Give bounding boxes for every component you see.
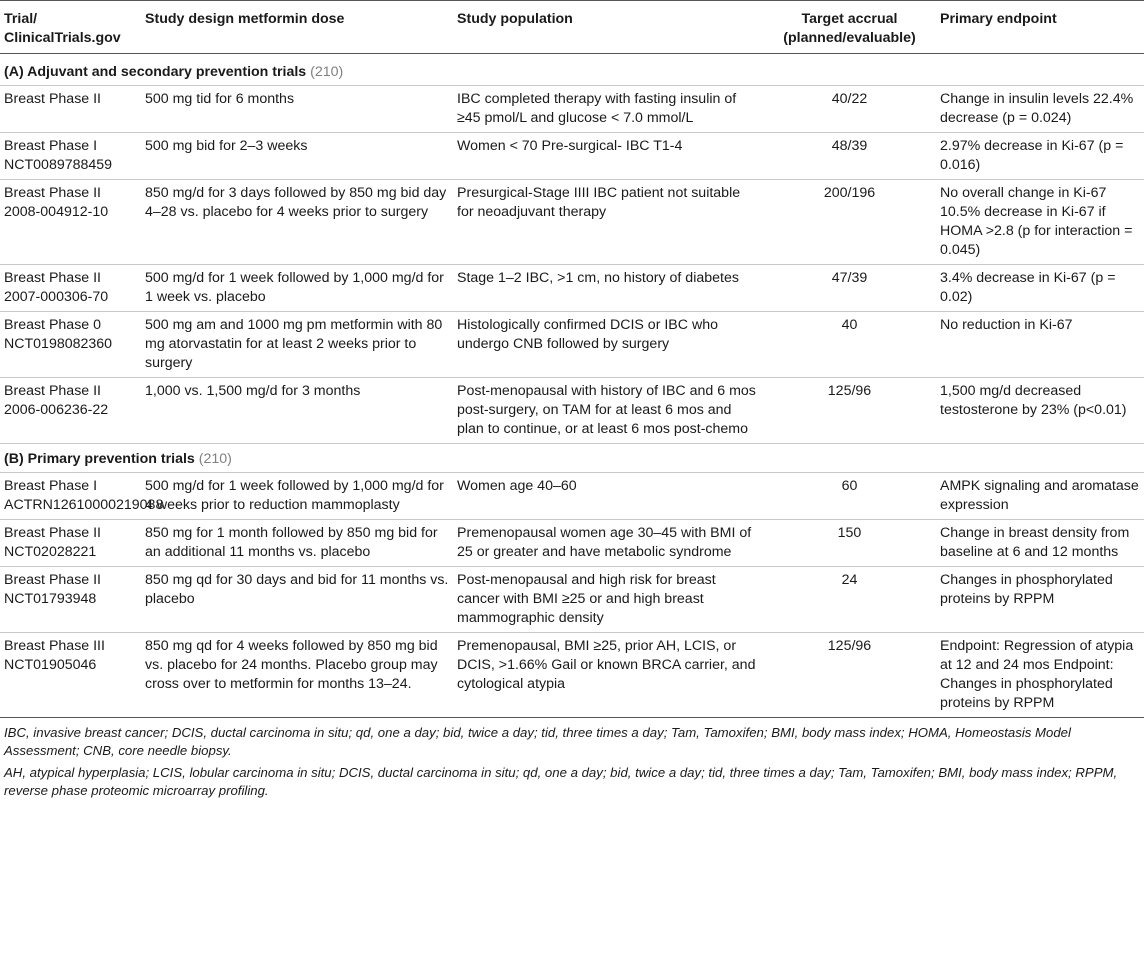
- cell-design: 850 mg for 1 month followed by 850 mg bid for an additional 11 months vs. placebo: [141, 520, 453, 567]
- footnote-a: IBC, invasive breast cancer; DCIS, ductal carcinoma in situ; qd, one a day; bid, twice a day; tid, three times a day; Tam, Tamoxifen; BMI, body mass index; HOMA, Homeostasis Model Assessment; CNB, core needle biopsy.: [4, 725, 1071, 758]
- cell-population: Women < 70 Pre-surgical- IBC T1-4: [453, 133, 763, 180]
- cell-population: Post-menopausal and high risk for breast cancer with BMI ≥25 or and high breast mammographic density: [453, 567, 763, 633]
- table-row: [0, 86, 1144, 133]
- cell-design: 500 mg bid for 2–3 weeks: [141, 133, 453, 180]
- cell-accrual: 150: [763, 520, 936, 567]
- cell-trial: Breast Phase II 2007-000306-70: [0, 265, 141, 312]
- header-endpoint: Primary endpoint: [936, 1, 1144, 54]
- table-row: [0, 520, 1144, 567]
- cell-accrual: 48/39: [763, 133, 936, 180]
- cell-design: 850 mg qd for 30 days and bid for 11 months vs. placebo: [141, 567, 453, 633]
- cell-accrual: 40: [763, 312, 936, 378]
- cell-endpoint: Changes in phosphorylated proteins by RPPM: [936, 567, 1144, 633]
- cell-population: Histologically confirmed DCIS or IBC who undergo CNB followed by surgery: [453, 312, 763, 378]
- cell-population: Presurgical-Stage IIII IBC patient not suitable for neoadjuvant therapy: [453, 180, 763, 265]
- header-population: Study population: [453, 1, 763, 54]
- table-row: [0, 133, 1144, 180]
- cell-accrual: 40/22: [763, 86, 936, 133]
- cell-trial: Breast Phase II: [0, 86, 141, 133]
- table-row: [0, 567, 1144, 633]
- cell-design: 1,000 vs. 1,500 mg/d for 3 months: [141, 378, 453, 444]
- cell-population: IBC completed therapy with fasting insulin of ≥45 pmol/L and glucose < 7.0 mmol/L: [453, 86, 763, 133]
- table-row: [0, 180, 1144, 265]
- section-a-ref: (210): [310, 64, 344, 80]
- cell-trial: Breast Phase II 2006-006236-22: [0, 378, 141, 444]
- cell-accrual: 60: [763, 473, 936, 520]
- cell-trial: Breast Phase I ACTRN12610000219088: [0, 473, 141, 520]
- cell-endpoint: 3.4% decrease in Ki-67 (p = 0.02): [936, 265, 1144, 312]
- table-footnotes: [0, 718, 1144, 800]
- cell-endpoint: No overall change in Ki-67 10.5% decrease in Ki-67 if HOMA >2.8 (p for interaction = 0.045): [936, 180, 1144, 265]
- header-row: [0, 1, 1144, 54]
- footnote-b: AH, atypical hyperplasia; LCIS, lobular carcinoma in situ; DCIS, ductal carcinoma in situ; qd, one a day; bid, twice a day; tid, three times a day; Tam, Tamoxifen; BMI, body mass index; RPPM, reverse phase proteomic microarray profiling.: [4, 765, 1118, 798]
- cell-population: Post-menopausal with history of IBC and 6 mos post-surgery, on TAM for at least 6 mos and plan to continue, or at least 6 mos post-chemo: [453, 378, 763, 444]
- cell-endpoint: Endpoint: Regression of atypia at 12 and 24 mos Endpoint: Changes in phosphorylated proteins by RPPM: [936, 633, 1144, 718]
- cell-design: 500 mg/d for 1 week followed by 1,000 mg/d for 4 weeks prior to reduction mammoplasty: [141, 473, 453, 520]
- table-row: [0, 633, 1144, 718]
- cell-design: 850 mg/d for 3 days followed by 850 mg bid day 4–28 vs. placebo for 4 weeks prior to surgery: [141, 180, 453, 265]
- cell-population: Premenopausal women age 30–45 with BMI of 25 or greater and have metabolic syndrome: [453, 520, 763, 567]
- table-row: [0, 473, 1144, 520]
- cell-endpoint: 1,500 mg/d decreased testosterone by 23% (p<0.01): [936, 378, 1144, 444]
- cell-accrual: 125/96: [763, 633, 936, 718]
- cell-accrual: 200/196: [763, 180, 936, 265]
- section-a-title: (A) Adjuvant and secondary prevention trials: [4, 64, 307, 80]
- cell-trial: Breast Phase 0 NCT0198082360: [0, 312, 141, 378]
- cell-design: 500 mg tid for 6 months: [141, 86, 453, 133]
- cell-trial: Breast Phase I NCT0089788459: [0, 133, 141, 180]
- cell-accrual: 24: [763, 567, 936, 633]
- cell-population: Premenopausal, BMI ≥25, prior AH, LCIS, or DCIS, >1.66% Gail or known BRCA carrier, and cytological atypia: [453, 633, 763, 718]
- cell-trial: Breast Phase II NCT02028221: [0, 520, 141, 567]
- header-accrual: Target accrual (planned/evaluable): [763, 1, 936, 54]
- section-b-title: (B) Primary prevention trials: [4, 451, 195, 467]
- table-row: [0, 378, 1144, 444]
- cell-trial: Breast Phase II NCT01793948: [0, 567, 141, 633]
- cell-trial: Breast Phase III NCT01905046: [0, 633, 141, 718]
- header-trial: Trial/ ClinicalTrials.gov: [0, 1, 141, 54]
- section-a-header: [0, 54, 1144, 86]
- cell-endpoint: AMPK signaling and aromatase expression: [936, 473, 1144, 520]
- cell-design: 850 mg qd for 4 weeks followed by 850 mg bid vs. placebo for 24 months. Placebo group may cross over to metformin for months 13–24.: [141, 633, 453, 718]
- cell-endpoint: Change in insulin levels 22.4% decrease (p = 0.024): [936, 86, 1144, 133]
- cell-population: Stage 1–2 IBC, >1 cm, no history of diabetes: [453, 265, 763, 312]
- cell-accrual: 125/96: [763, 378, 936, 444]
- cell-design: 500 mg/d for 1 week followed by 1,000 mg/d for 1 week vs. placebo: [141, 265, 453, 312]
- cell-population: Women age 40–60: [453, 473, 763, 520]
- table-row: [0, 265, 1144, 312]
- header-design: Study design metformin dose: [141, 1, 453, 54]
- table-row: [0, 312, 1144, 378]
- cell-accrual: 47/39: [763, 265, 936, 312]
- section-b-ref: (210): [198, 451, 232, 467]
- cell-design: 500 mg am and 1000 mg pm metformin with 80 mg atorvastatin for at least 2 weeks prior to surgery: [141, 312, 453, 378]
- cell-endpoint: No reduction in Ki-67: [936, 312, 1144, 378]
- cell-endpoint: Change in breast density from baseline at 6 and 12 months: [936, 520, 1144, 567]
- cell-trial: Breast Phase II 2008-004912-10: [0, 180, 141, 265]
- cell-endpoint: 2.97% decrease in Ki-67 (p = 0.016): [936, 133, 1144, 180]
- section-b-header: [0, 444, 1144, 473]
